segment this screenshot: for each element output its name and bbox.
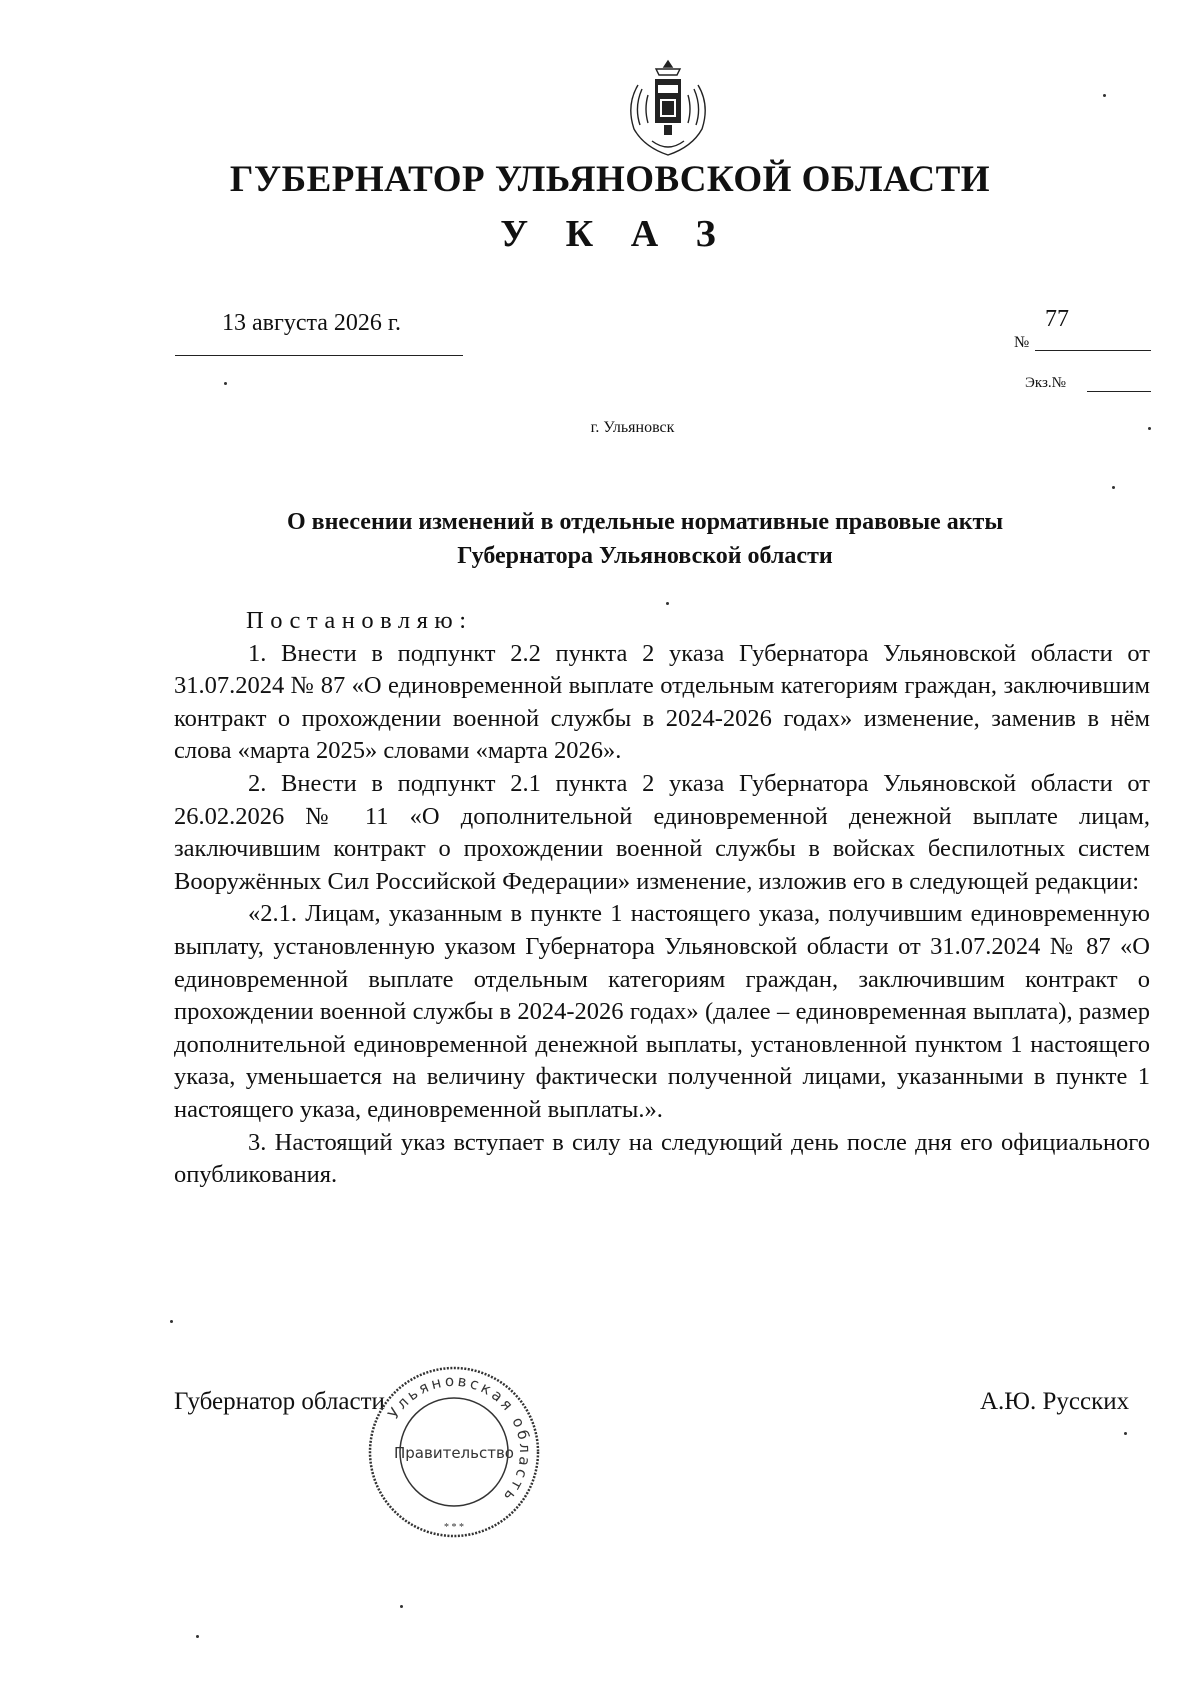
document-number: 77 — [1045, 306, 1069, 332]
paragraph-4: 3. Настоящий указ вступает в силу на следующий день после дня его официального опубликования. — [174, 1128, 1150, 1189]
scan-speck — [1124, 1432, 1127, 1435]
city-name: г. Ульяновск — [590, 419, 675, 436]
scan-speck — [1148, 427, 1151, 430]
document-type-title: У К А З — [500, 213, 730, 255]
number-label: № — [1014, 334, 1030, 351]
scan-speck — [666, 602, 669, 605]
heading-line-1: О внесении изменений в отдельные нормативные правовые акты — [286, 509, 1004, 535]
paragraph-1: 1. Внести в подпункт 2.2 пункта 2 указа Губернатора Ульяновской области от 31.07.2024 № 87 «О единовременной выплате отдельным категориям граждан, заключившим контракт о прохождении военной службы в 2024-2026 годах» изменение, заменив в нём слова «марта 2025» словами «марта 2026». — [174, 639, 1150, 765]
issuer-title: ГУБЕРНАТОР УЛЬЯНОВСКОЙ ОБЛАСТИ — [229, 159, 991, 200]
signatory-name: А.Ю. Русских — [980, 1388, 1130, 1415]
scan-speck — [400, 1605, 403, 1608]
seal-ring-text: Ульяновская область — [384, 1371, 535, 1508]
svg-text:* * *: * * * — [444, 1522, 464, 1533]
decree-word: Постановляю: — [246, 607, 473, 634]
document-body — [174, 605, 1150, 1192]
number-underline — [1035, 350, 1151, 351]
paragraph-2: 2. Внести в подпункт 2.1 пункта 2 указа Губернатора Ульяновской области от 26.02.2026 № 11 «О дополнительной единовременной денежной выплате лицам, заключившим контракт о прохождении военной службы в войсках беспилотных систем Вооружённых Сил Российской Федерации» изменение, изложив его в следующей редакции: — [174, 769, 1150, 895]
scan-speck — [196, 1635, 199, 1638]
copy-number-underline — [1087, 391, 1151, 392]
paragraph-3: «2.1. Лицам, указанным в пункте 1 настоящего указа, получившим единовременную выплату, установленную указом Губернатора Ульяновской области от 31.07.2024 № 87 «О единовременной выплате отдельным категориям граждан, заключившим контракт о прохождении военной службы в 2024-2026 годах» (далее – единовременная выплата), размер дополнительной единовременной денежной выплаты, установленной пунктом 1 настоящего указа, уменьшается на величину фактически полученной лицами, указанными в пункте 1 настоящего указа, единовременной выплаты.». — [174, 900, 1150, 1123]
round-seal-icon — [364, 1362, 544, 1542]
scan-speck — [1112, 486, 1115, 489]
signatory-position: Губернатор области — [174, 1388, 385, 1415]
heading-line-2: Губернатора Ульяновской области — [457, 543, 833, 569]
date-underline — [175, 355, 463, 356]
copy-number-label: Экз.№ — [1025, 375, 1066, 391]
scan-speck — [170, 1320, 173, 1323]
seal-center-text: Правительство — [394, 1444, 514, 1462]
document-heading — [170, 505, 1120, 573]
coat-of-arms-icon — [618, 55, 718, 165]
scan-speck — [224, 382, 227, 385]
document-date: 13 августа 2026 г. — [222, 310, 402, 336]
scan-speck — [1103, 94, 1106, 97]
